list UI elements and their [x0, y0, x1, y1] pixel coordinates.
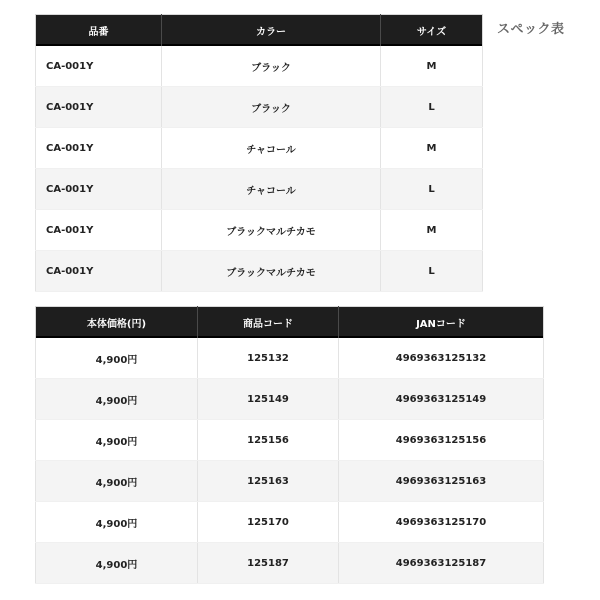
- spec-section-label: スペック表: [497, 22, 565, 37]
- table-row: [36, 251, 483, 292]
- cell-price: 4,900円: [36, 379, 198, 420]
- table-row: [36, 420, 544, 461]
- cell-part-number: CA-001Y: [36, 210, 162, 251]
- cell-color: ブラック: [162, 46, 381, 87]
- cell-part-number: CA-001Y: [36, 87, 162, 128]
- cell-jan-code: 4969363125187: [339, 543, 544, 584]
- cell-part-number: CA-001Y: [36, 46, 162, 87]
- cell-jan-code: 4969363125170: [339, 502, 544, 543]
- table-row: [36, 169, 483, 210]
- cell-jan-code: 4969363125149: [339, 379, 544, 420]
- cell-price: 4,900円: [36, 502, 198, 543]
- cell-product-code: 125163: [198, 461, 339, 502]
- header-product-code: 商品コード: [198, 307, 339, 339]
- table-row: [36, 210, 483, 251]
- cell-color: ブラックマルチカモ: [162, 210, 381, 251]
- cell-price: 4,900円: [36, 420, 198, 461]
- cell-part-number: CA-001Y: [36, 169, 162, 210]
- cell-product-code: 125170: [198, 502, 339, 543]
- cell-part-number: CA-001Y: [36, 128, 162, 169]
- cell-part-number: CA-001Y: [36, 251, 162, 292]
- table-row: [36, 461, 544, 502]
- cell-product-code: 125156: [198, 420, 339, 461]
- cell-size: L: [381, 251, 483, 292]
- table-row: [36, 502, 544, 543]
- table-header-row: [36, 15, 483, 47]
- cell-jan-code: 4969363125132: [339, 338, 544, 379]
- cell-size: M: [381, 128, 483, 169]
- header-price: 本体価格(円): [36, 307, 198, 339]
- cell-jan-code: 4969363125156: [339, 420, 544, 461]
- product-variant-table: [35, 14, 483, 292]
- cell-product-code: 125149: [198, 379, 339, 420]
- cell-size: L: [381, 87, 483, 128]
- table-row: [36, 46, 483, 87]
- table-row: [36, 128, 483, 169]
- table-row: [36, 379, 544, 420]
- table-row: [36, 543, 544, 584]
- cell-color: ブラックマルチカモ: [162, 251, 381, 292]
- cell-price: 4,900円: [36, 338, 198, 379]
- cell-color: ブラック: [162, 87, 381, 128]
- header-color: カラー: [162, 15, 381, 47]
- cell-price: 4,900円: [36, 543, 198, 584]
- table-row: [36, 87, 483, 128]
- price-code-table: [35, 306, 544, 584]
- cell-price: 4,900円: [36, 461, 198, 502]
- cell-jan-code: 4969363125163: [339, 461, 544, 502]
- cell-size: L: [381, 169, 483, 210]
- table-header-row: [36, 307, 544, 339]
- cell-size: M: [381, 46, 483, 87]
- table-row: [36, 338, 544, 379]
- header-part-number: 品番: [36, 15, 162, 47]
- cell-product-code: 125187: [198, 543, 339, 584]
- cell-product-code: 125132: [198, 338, 339, 379]
- cell-color: チャコール: [162, 169, 381, 210]
- header-size: サイズ: [381, 15, 483, 47]
- header-jan-code: JANコード: [339, 307, 544, 339]
- cell-color: チャコール: [162, 128, 381, 169]
- cell-size: M: [381, 210, 483, 251]
